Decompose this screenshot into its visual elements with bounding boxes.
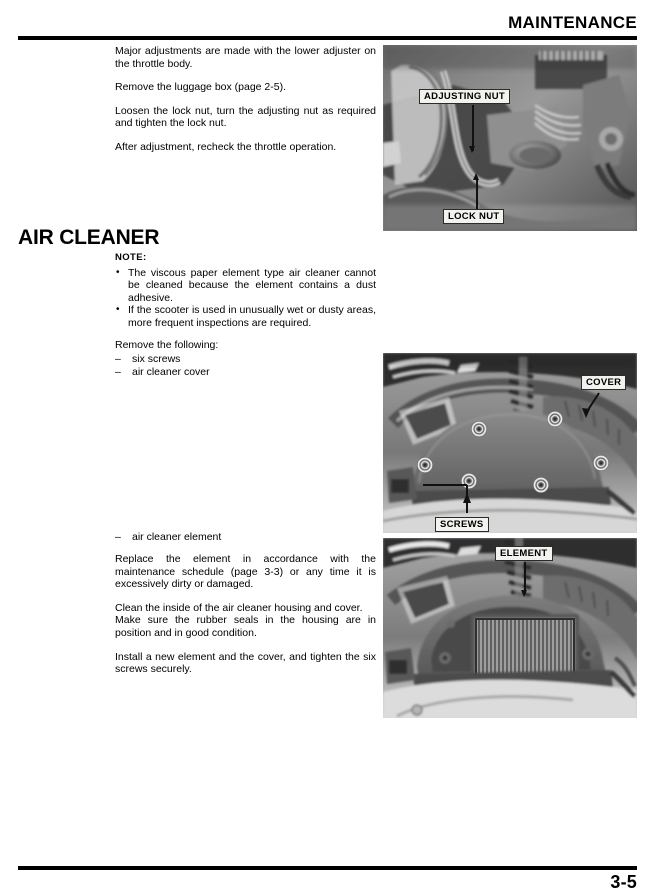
bullet-icon: • — [116, 267, 120, 278]
list-item-label: air cleaner element — [132, 531, 222, 543]
bullet-icon: • — [116, 304, 120, 316]
note-label: NOTE: — [115, 252, 147, 263]
list-item-label: If the scooter is used in unusually wet or dusty areas, more frequent inspections are required. — [128, 304, 376, 329]
paragraph: Major adjustments are made with the lower adjuster on the throttle body. — [115, 45, 376, 70]
dash-icon: – — [115, 352, 121, 365]
list-item — [115, 366, 376, 379]
paragraph: Loosen the lock nut, turn the adjusting nut as required and tighten the lock nut. — [115, 104, 376, 130]
remove-intro-text: Remove the following: — [115, 339, 219, 352]
note-bullet-list — [115, 267, 376, 329]
section-heading-air-cleaner: AIR CLEANER — [18, 226, 160, 249]
figure-throttle-adjuster-image — [383, 45, 637, 231]
dash-icon: – — [115, 365, 121, 378]
paragraph: After adjustment, recheck the throttle operation. — [115, 140, 337, 153]
list-item — [115, 531, 376, 544]
figure-air-cleaner-element — [383, 538, 637, 718]
paragraph: Clean the inside of the air cleaner housing and cover. — [115, 601, 363, 614]
air-cleaner-note-block — [115, 252, 376, 387]
list-item-label: air cleaner cover — [132, 365, 210, 378]
figure-air-cleaner-element-image — [383, 538, 637, 718]
remove-items-list-2 — [115, 531, 376, 544]
page-number: 3-5 — [610, 872, 637, 892]
list-item — [115, 267, 376, 304]
leader-line-adjusting-nut — [472, 105, 474, 151]
leader-line-lock-nut — [476, 178, 478, 210]
paragraph: Install a new element and the cover, and tighten the six screws securely. — [115, 650, 376, 676]
remove-items-list — [115, 353, 376, 379]
header-divider-rule — [18, 36, 637, 40]
air-cleaner-element-text-block — [115, 531, 376, 676]
figure-air-cleaner-cover — [383, 353, 637, 533]
dash-icon: – — [115, 531, 121, 543]
callout-adjusting-nut: ADJUSTING NUT — [419, 89, 510, 104]
callout-cover: COVER — [581, 375, 626, 390]
paragraph: Remove the luggage box (page 2-5). — [115, 81, 287, 94]
figure-throttle-adjuster — [383, 45, 637, 231]
footer-divider-rule — [18, 866, 637, 870]
callout-screws: SCREWS — [435, 517, 489, 532]
list-item-label: six screws — [132, 352, 181, 365]
arrowhead-lock-nut — [473, 173, 479, 180]
list-item — [115, 353, 376, 366]
paragraph: Make sure the rubber seals in the housing are in position and in good condition. — [115, 614, 376, 639]
throttle-adjustment-text-block — [115, 45, 376, 154]
arrowhead-adjusting-nut — [469, 146, 475, 153]
paragraph: Replace the element in accordance with the maintenance schedule (page 3-3) or any time it is excessively dirty or damaged. — [115, 553, 376, 591]
callout-element: ELEMENT — [495, 546, 553, 561]
list-item — [115, 304, 376, 329]
callout-lock-nut: LOCK NUT — [443, 209, 504, 224]
list-item-label: The viscous paper element type air cleaner cannot be cleaned because the element contains a dust adhesive. — [128, 267, 376, 304]
page-header-title: MAINTENANCE — [508, 13, 637, 32]
arrowhead-element — [521, 590, 527, 597]
